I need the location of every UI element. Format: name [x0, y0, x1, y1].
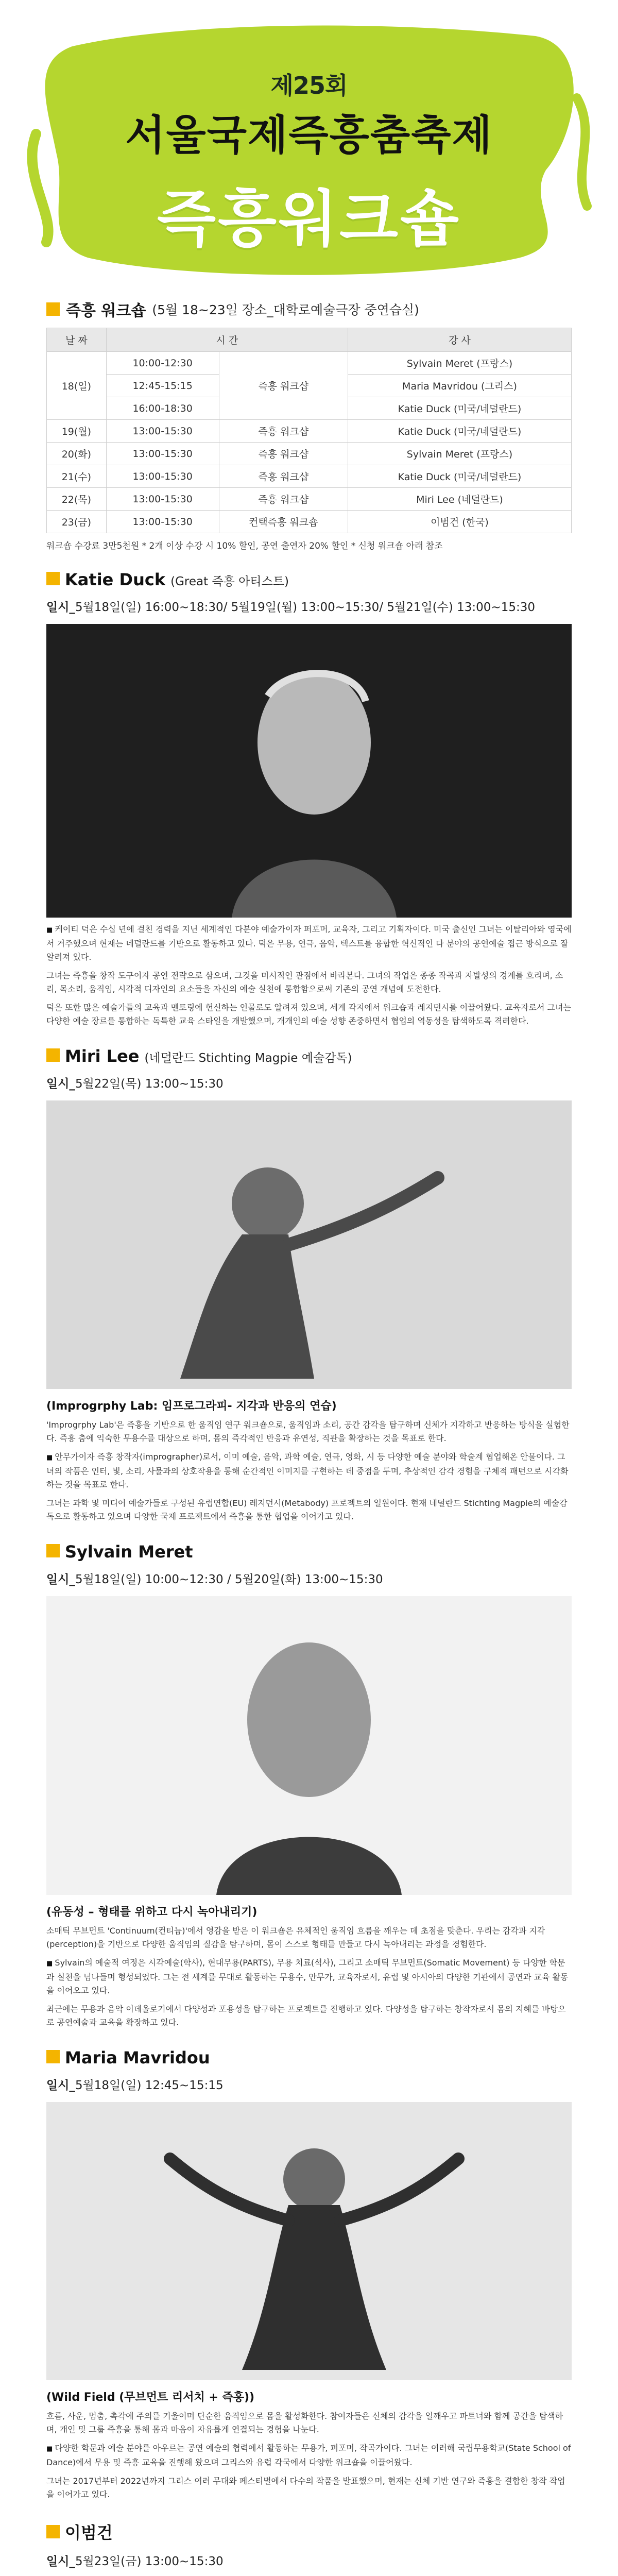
cell-time: 13:00-15:30 [106, 443, 219, 465]
workshop-section-heading [46, 298, 572, 320]
table-row [47, 420, 572, 443]
cell-time: 10:00-12:30 [106, 352, 219, 375]
artist-maria-mavridou [46, 2048, 572, 2501]
schedule-label: 일시_ [46, 2555, 75, 2568]
artist-lee-beomgeon [46, 2520, 572, 2576]
table-row [47, 352, 572, 375]
schedule-label: 일시_ [46, 1077, 75, 1091]
artist-name: Katie Duck [65, 570, 166, 589]
schedule-label: 일시_ [46, 2079, 75, 2092]
cell-time: 13:00-15:30 [106, 420, 219, 443]
workshop-period: (5월 18~23일 장소_대학로예술극장 중연습실) [152, 302, 419, 317]
cell-instructor: Maria Mavridou (그리스) [348, 375, 571, 397]
artist-miri-lee [46, 1046, 572, 1523]
workshop-heading: 즉흥 워크숍 [66, 302, 146, 320]
artist-katie-duck [46, 570, 572, 1028]
artist-bio: ■ Sylvain의 예술적 여정은 시각예술(학사), 현대무용(PARTS), 무용 치료(석사), 그리고 소매틱 무브먼트(Somatic Movement) 등 다양한 학문과 실천을 넘나들며 형성되었다. 그는 전 세계를 무대로 활동하는 무용수, 안무가, 교육자로서, 유럽 및 아시아의 다양한 기관에서 공연과 교육 활동을 이어오고 있다. [46, 1956, 572, 1997]
cell-date: 23(금) [47, 511, 107, 533]
workshop-caption: (Wild Field (무브먼트 리서치 + 즉흥)) [46, 2391, 255, 2404]
artist-schedule [46, 2076, 572, 2093]
cell-date: 19(월) [47, 420, 107, 443]
content [0, 298, 618, 2576]
cell-type: 즉흥 워크샵 [219, 465, 348, 488]
schedule-text: 5월18일(일) 16:00~18:30/ 5월19일(월) 13:00~15:30/ 5월21일(수) 13:00~15:30 [75, 601, 535, 614]
artist-bio: 'Improgrphy Lab'은 즉흥을 기반으로 한 움직임 연구 워크숍으로, 움직임과 소리, 공간 감각을 탐구하며 신체가 지각하고 반응하는 방식을 실험한다. 즉흥 춤에 익숙한 무용수를 대상으로 하며, 몸의 즉각적인 반응과 유연성, 직관을 확장하는 것을 목표로 한다. [46, 1420, 570, 1443]
table-row [47, 443, 572, 465]
workshop-caption: (Improgrphy Lab: 임프로그라피- 지각과 반응의 연습) [46, 1400, 337, 1413]
artist-subtitle: (네덜란드 Stichting Magpie 예술감독) [144, 1052, 352, 1065]
cell-time: 13:00-15:30 [106, 511, 219, 533]
cell-time: 13:00-15:30 [106, 465, 219, 488]
fee-note: 워크숍 수강료 3만5천원 * 2개 이상 수강 시 10% 할인, 공연 출연자 20% 할인 * 신청 워크숍 아래 참조 [46, 541, 443, 551]
cell-date: 18(일) [47, 352, 107, 420]
cell-instructor: 이범건 (한국) [348, 511, 571, 533]
artist-schedule [46, 2552, 572, 2569]
artist-bio: 최근에는 무용과 음악 이데올로기에서 다양성과 포용성을 탐구하는 프로젝트를 진행하고 있다. 다양성을 탐구하는 창작자로서 몸의 지혜를 바탕으로 공연예술과 교육을 확장하고 있다. [46, 2004, 566, 2027]
table-row [47, 511, 572, 533]
cell-type: 즉흥 워크샵 [219, 352, 348, 420]
edition-label: 제25회 [270, 72, 348, 99]
artist-bio: ■ 다양한 학문과 예술 분야를 아우르는 공연 예술의 협력에서 활동하는 무용가, 퍼포머, 작곡가이다. 그녀는 여러해 국립무용학교(State School of Dance)에서 무용 및 즉흥 교육을 진행해 왔으며 그리스와 유럽 각국에서 다양한 워크숍을 이끌어왔다. [46, 2442, 572, 2469]
artist-bio: 그녀는 과학 및 미디어 예술가들로 구성된 유럽연합(EU) 레지던시(Metabody) 프로젝트의 일원이다. 현재 네덜란드 Stichting Magpie의 예술감독으로 활동하고 있으며 다양한 국제 프로젝트에서 즉흥을 통한 협업을 이어가고 있다. [46, 1498, 568, 1521]
artist-subtitle: (Great 즉흥 아티스트) [170, 575, 289, 588]
square-bullet-icon [46, 1048, 60, 1062]
cell-type: 즉흥 워크샵 [219, 488, 348, 511]
cell-time: 13:00-15:30 [106, 488, 219, 511]
square-bullet-icon [46, 1544, 60, 1557]
artist-name: Sylvain Meret [65, 1542, 193, 1562]
cell-instructor: Miri Lee (네덜란드) [348, 488, 571, 511]
artist-schedule [46, 1570, 572, 1587]
cell-instructor: Katie Duck (미국/네덜란드) [348, 397, 571, 420]
artist-bio: ■ 케이티 덕은 수십 년에 걸친 경력을 지닌 세계적인 다분야 예술가이자 퍼포머, 교육자, 그리고 기획자이다. 미국 출신인 그녀는 이탈리아와 영국에서 거주했으며 현재는 네덜란드를 기반으로 활동하고 있다. 덕은 무용, 연극, 음악, 텍스트를 융합한 혁신적인 다 분야의 공연예술 접근 방식으로 잘 알려져 있다. [46, 923, 572, 964]
workshop-caption: (유동성 – 형태를 위하고 다시 녹아내리기) [46, 1906, 258, 1919]
artist-bio: 소매틱 무브먼트 'Continuum(컨티늄)'에서 영감을 받은 이 워크숍은 유체적인 움직임 흐름을 깨우는 데 초점을 맞춘다. 우리는 감각과 지각(perception)을 기반으로 다양한 움직임의 질감을 탐구하며, 몸이 스스로 형태를 만들고 다시 녹아내리는 과정을 경험한다. [46, 1926, 545, 1949]
square-bullet-icon [46, 302, 60, 316]
artist-name: Miri Lee [65, 1046, 140, 1066]
cell-date: 20(화) [47, 443, 107, 465]
artist-name: Maria Mavridou [65, 2048, 210, 2067]
header [0, 0, 618, 283]
cell-type: 즉흥 워크샵 [219, 420, 348, 443]
cell-instructor: Sylvain Meret (프랑스) [348, 352, 571, 375]
artist-name: 이범건 [65, 2523, 113, 2543]
square-bullet-icon [46, 572, 60, 585]
schedule-text: 5월22일(목) 13:00~15:30 [75, 1077, 224, 1091]
col-date: 날 짜 [47, 328, 107, 352]
artist-bio: ■ 안무가이자 즉흥 창작자(imprographer)로서, 이미 예술, 음악, 과학 예술, 연극, 영화, 시 등 다양한 예술 분야와 학술계 협업해온 안물이다. 그녀의 작품은 인터, 빛, 소리, 사물과의 상호작용을 통해 순간적인 이미지를 구현하는 데 중점을 두며, 추상적인 감각 경험을 구체적 패턴으로 시각화하는 것을 목표로 한다. [46, 1450, 572, 1492]
square-bullet-icon [46, 2050, 60, 2063]
cell-instructor: Katie Duck (미국/네덜란드) [348, 420, 571, 443]
artist-photo [46, 1100, 572, 1389]
schedule-label: 일시_ [46, 1573, 75, 1586]
schedule-text: 5월18일(일) 10:00~12:30 / 5월20일(화) 13:00~15:30 [75, 1573, 383, 1586]
cell-time: 16:00-18:30 [106, 397, 219, 420]
artist-bio: 덕은 또한 많은 예술가들의 교육과 멘토링에 헌신하는 인물로도 알려져 있으며, 세계 각지에서 워크숍과 레지던시를 이끌어왔다. 교육자로서 그녀는 다양한 예술 장르를 통합하는 독특한 교육 스타일을 개발했으며, 개개인의 예술 성향 존중하면서 협업의 역동성을 탐색하도록 격려한다. [46, 1003, 571, 1026]
cell-type: 컨택즉흥 워크숍 [219, 511, 348, 533]
schedule-text: 5월23일(금) 13:00~15:30 [75, 2555, 224, 2568]
artist-photo [46, 2102, 572, 2380]
col-instructor: 강 사 [348, 328, 571, 352]
schedule-text: 5월18일(일) 12:45~15:15 [75, 2079, 224, 2092]
artist-schedule [46, 1074, 572, 1091]
artist-bio: 흐름, 사운, 멈춤, 촉각에 주의를 기울이며 단순한 움직임으로 몸을 활성화한다. 참여자들은 신체의 감각을 일깨우고 파트너와 함께 공간을 탐색하며, 개인 및 그룹 즉흥을 통해 몸과 마음이 자유롭게 연결되는 경험을 나눈다. [46, 2411, 563, 2434]
artist-bio: 그녀는 2017년부터 2022년까지 그리스 여러 무대와 페스티벌에서 다수의 작품을 발표했으며, 현재는 신체 기반 연구와 즉흥을 결합한 창작 작업을 이어가고 있다. [46, 2476, 565, 2499]
cell-date: 21(수) [47, 465, 107, 488]
cell-instructor: Sylvain Meret (프랑스) [348, 443, 571, 465]
festival-title: 서울국제즉흥춤축제 [125, 111, 493, 159]
artist-photo [46, 1596, 572, 1895]
artist-sylvain-meret [46, 1542, 572, 2029]
artist-schedule [46, 598, 572, 615]
schedule-label: 일시_ [46, 601, 75, 614]
workshop-title: 즉흥워크숍 [157, 183, 461, 255]
artist-bio: 그녀는 즉흥을 창작 도구이자 공연 전략으로 삼으며, 그것을 미시적인 관점에서 바라본다. 그녀의 작업은 종종 작곡과 자발성의 경계를 흐리며, 소리, 목소리, 움직임, 시각적 디자인의 요소들을 자신의 예술 실천에 통합함으로써 기존의 공연 개념에 도전한다. [46, 971, 563, 994]
cell-date: 22(목) [47, 488, 107, 511]
table-row [47, 465, 572, 488]
artist-photo [46, 624, 572, 918]
cell-time: 12:45-15:15 [106, 375, 219, 397]
table-row [47, 488, 572, 511]
cell-instructor: Katie Duck (미국/네덜란드) [348, 465, 571, 488]
schedule-table [46, 328, 572, 533]
square-bullet-icon [46, 2525, 60, 2538]
col-time: 시 간 [106, 328, 348, 352]
cell-type: 즉흥 워크샵 [219, 443, 348, 465]
